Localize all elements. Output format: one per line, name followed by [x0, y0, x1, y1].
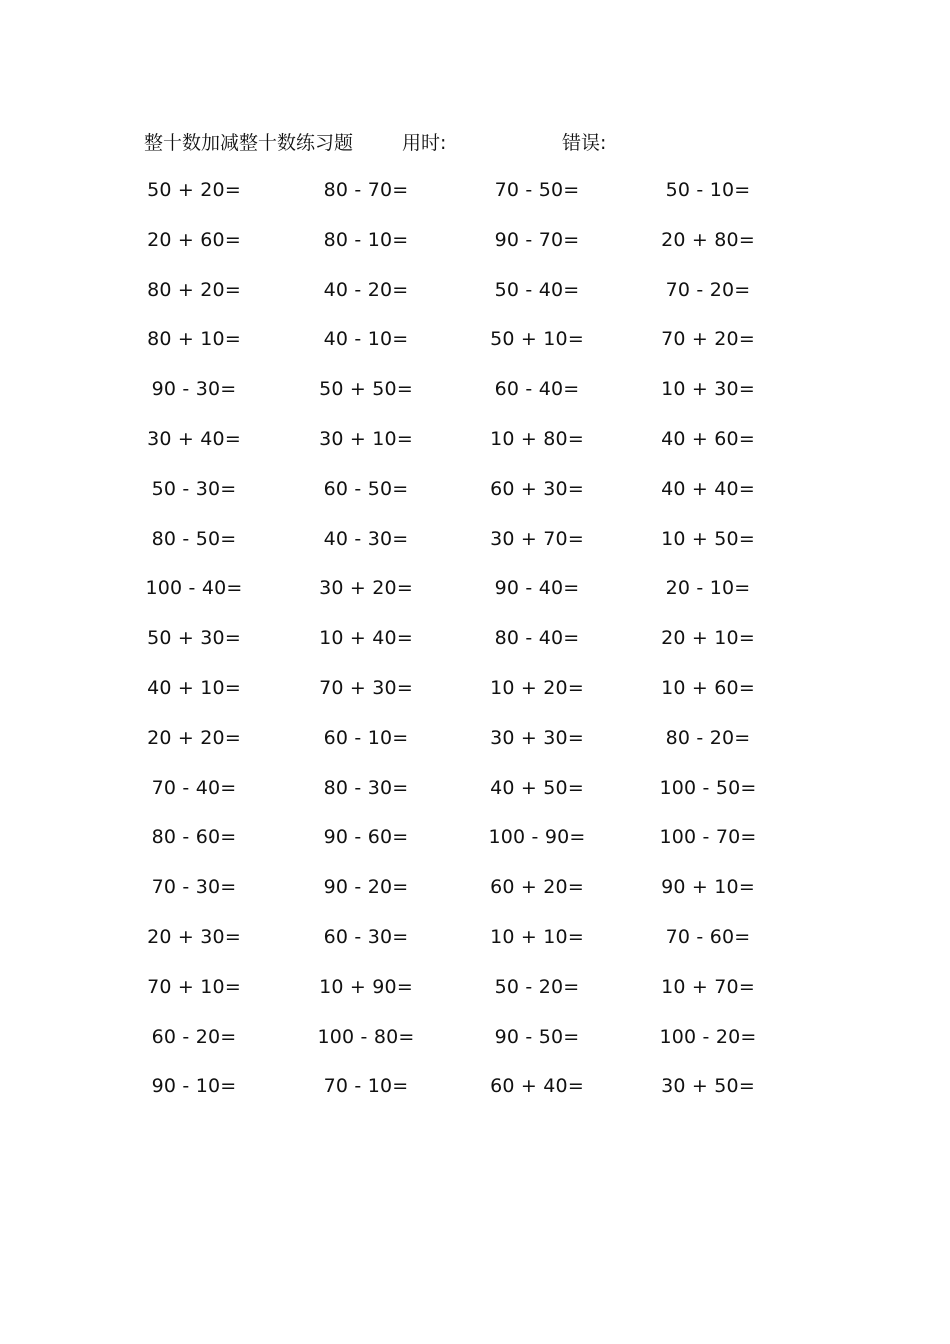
- problem-item: 60 + 20=: [490, 876, 584, 899]
- problem-item: 60 + 30=: [490, 477, 584, 500]
- problem-item: 10 + 90=: [319, 975, 413, 998]
- worksheet-title: 整十数加减整十数练习题: [144, 132, 354, 154]
- problem-item: 50 - 10=: [665, 179, 751, 201]
- problem-item: 80 - 20=: [665, 726, 751, 749]
- problem-item: 90 - 30=: [151, 378, 237, 401]
- problem-item: 50 + 20=: [147, 179, 241, 201]
- problem-item: 20 + 20=: [147, 726, 241, 749]
- problem-item: 90 - 20=: [323, 876, 409, 899]
- problem-item: 80 - 40=: [494, 627, 580, 650]
- problem-item: 90 - 50=: [494, 1025, 580, 1048]
- problem-item: 70 - 60=: [665, 925, 751, 948]
- errors-label: 错误:: [562, 132, 607, 154]
- problem-item: 20 + 30=: [147, 925, 241, 948]
- problem-item: 20 + 60=: [147, 228, 241, 251]
- problem-item: 90 - 10=: [151, 1075, 237, 1098]
- problem-row: [0, 670, 950, 720]
- problem-row: [0, 720, 950, 770]
- problem-item: 30 + 20=: [319, 577, 413, 600]
- problem-item: 30 + 40=: [147, 427, 241, 450]
- problem-item: 10 + 60=: [661, 676, 755, 699]
- problem-row: [0, 321, 950, 371]
- problem-grid: [0, 172, 950, 1118]
- problem-row: [0, 770, 950, 820]
- problem-item: 20 + 10=: [661, 627, 755, 650]
- problem-item: 60 + 40=: [490, 1075, 584, 1098]
- problem-item: 80 + 10=: [147, 328, 241, 351]
- problem-item: 30 + 10=: [319, 427, 413, 450]
- problem-item: 70 - 10=: [323, 1075, 409, 1098]
- problem-row: [0, 521, 950, 571]
- problem-item: 50 - 20=: [494, 975, 580, 998]
- problem-item: 40 + 10=: [147, 676, 241, 699]
- problem-item: 90 - 40=: [494, 577, 580, 600]
- problem-item: 90 - 60=: [323, 826, 409, 849]
- problem-item: 100 - 80=: [317, 1025, 415, 1048]
- problem-row: [0, 371, 950, 421]
- problem-item: 60 - 20=: [151, 1025, 237, 1048]
- problem-item: 60 - 50=: [323, 477, 409, 500]
- problem-row: [0, 969, 950, 1019]
- problem-item: 100 - 90=: [488, 826, 586, 849]
- problem-item: 40 + 60=: [661, 427, 755, 450]
- worksheet-header: [0, 128, 950, 158]
- problem-row: [0, 421, 950, 471]
- problem-item: 30 + 30=: [490, 726, 584, 749]
- problem-item: 10 + 20=: [490, 676, 584, 699]
- problem-row: [0, 620, 950, 670]
- problem-row: [0, 869, 950, 919]
- problem-item: 10 + 70=: [661, 975, 755, 998]
- problem-row: [0, 172, 950, 222]
- problem-row: [0, 1068, 950, 1118]
- problem-item: 70 - 40=: [151, 776, 237, 799]
- problem-item: 10 + 10=: [490, 925, 584, 948]
- problem-item: 70 - 30=: [151, 876, 237, 899]
- problem-item: 40 + 50=: [490, 776, 584, 799]
- problem-item: 60 - 10=: [323, 726, 409, 749]
- problem-item: 70 + 20=: [661, 328, 755, 351]
- problem-item: 10 + 40=: [319, 627, 413, 650]
- problem-item: 90 + 10=: [661, 876, 755, 899]
- problem-item: 70 + 30=: [319, 676, 413, 699]
- problem-item: 80 - 30=: [323, 776, 409, 799]
- problem-row: [0, 222, 950, 272]
- problem-item: 60 - 40=: [494, 378, 580, 401]
- problem-item: 80 - 10=: [323, 228, 409, 251]
- problem-item: 40 - 10=: [323, 328, 409, 351]
- problem-item: 100 - 20=: [659, 1025, 757, 1048]
- problem-item: 70 - 20=: [665, 278, 751, 301]
- problem-item: 10 + 80=: [490, 427, 584, 450]
- problem-item: 50 - 30=: [151, 477, 237, 500]
- problem-row: [0, 272, 950, 322]
- problem-item: 80 - 70=: [323, 179, 409, 201]
- problem-item: 40 - 20=: [323, 278, 409, 301]
- problem-row: [0, 919, 950, 969]
- problem-item: 70 - 50=: [494, 179, 580, 201]
- problem-item: 10 + 50=: [661, 527, 755, 550]
- problem-row: [0, 570, 950, 620]
- problem-item: 80 - 50=: [151, 527, 237, 550]
- problem-item: 100 - 40=: [145, 577, 243, 600]
- problem-item: 10 + 30=: [661, 378, 755, 401]
- problem-item: 50 - 40=: [494, 278, 580, 301]
- problem-item: 100 - 50=: [659, 776, 757, 799]
- problem-item: 40 - 30=: [323, 527, 409, 550]
- problem-item: 100 - 70=: [659, 826, 757, 849]
- problem-item: 80 + 20=: [147, 278, 241, 301]
- problem-item: 20 - 10=: [665, 577, 751, 600]
- problem-row: [0, 819, 950, 869]
- problem-item: 30 + 50=: [661, 1075, 755, 1098]
- problem-item: 20 + 80=: [661, 228, 755, 251]
- problem-item: 50 + 10=: [490, 328, 584, 351]
- problem-item: 50 + 30=: [147, 627, 241, 650]
- problem-item: 70 + 10=: [147, 975, 241, 998]
- problem-item: 60 - 30=: [323, 925, 409, 948]
- problem-item: 40 + 40=: [661, 477, 755, 500]
- problem-row: [0, 471, 950, 521]
- problem-row: [0, 1019, 950, 1069]
- time-used-label: 用时:: [402, 132, 447, 154]
- problem-item: 80 - 60=: [151, 826, 237, 849]
- problem-item: 50 + 50=: [319, 378, 413, 401]
- problem-item: 30 + 70=: [490, 527, 584, 550]
- problem-item: 90 - 70=: [494, 228, 580, 251]
